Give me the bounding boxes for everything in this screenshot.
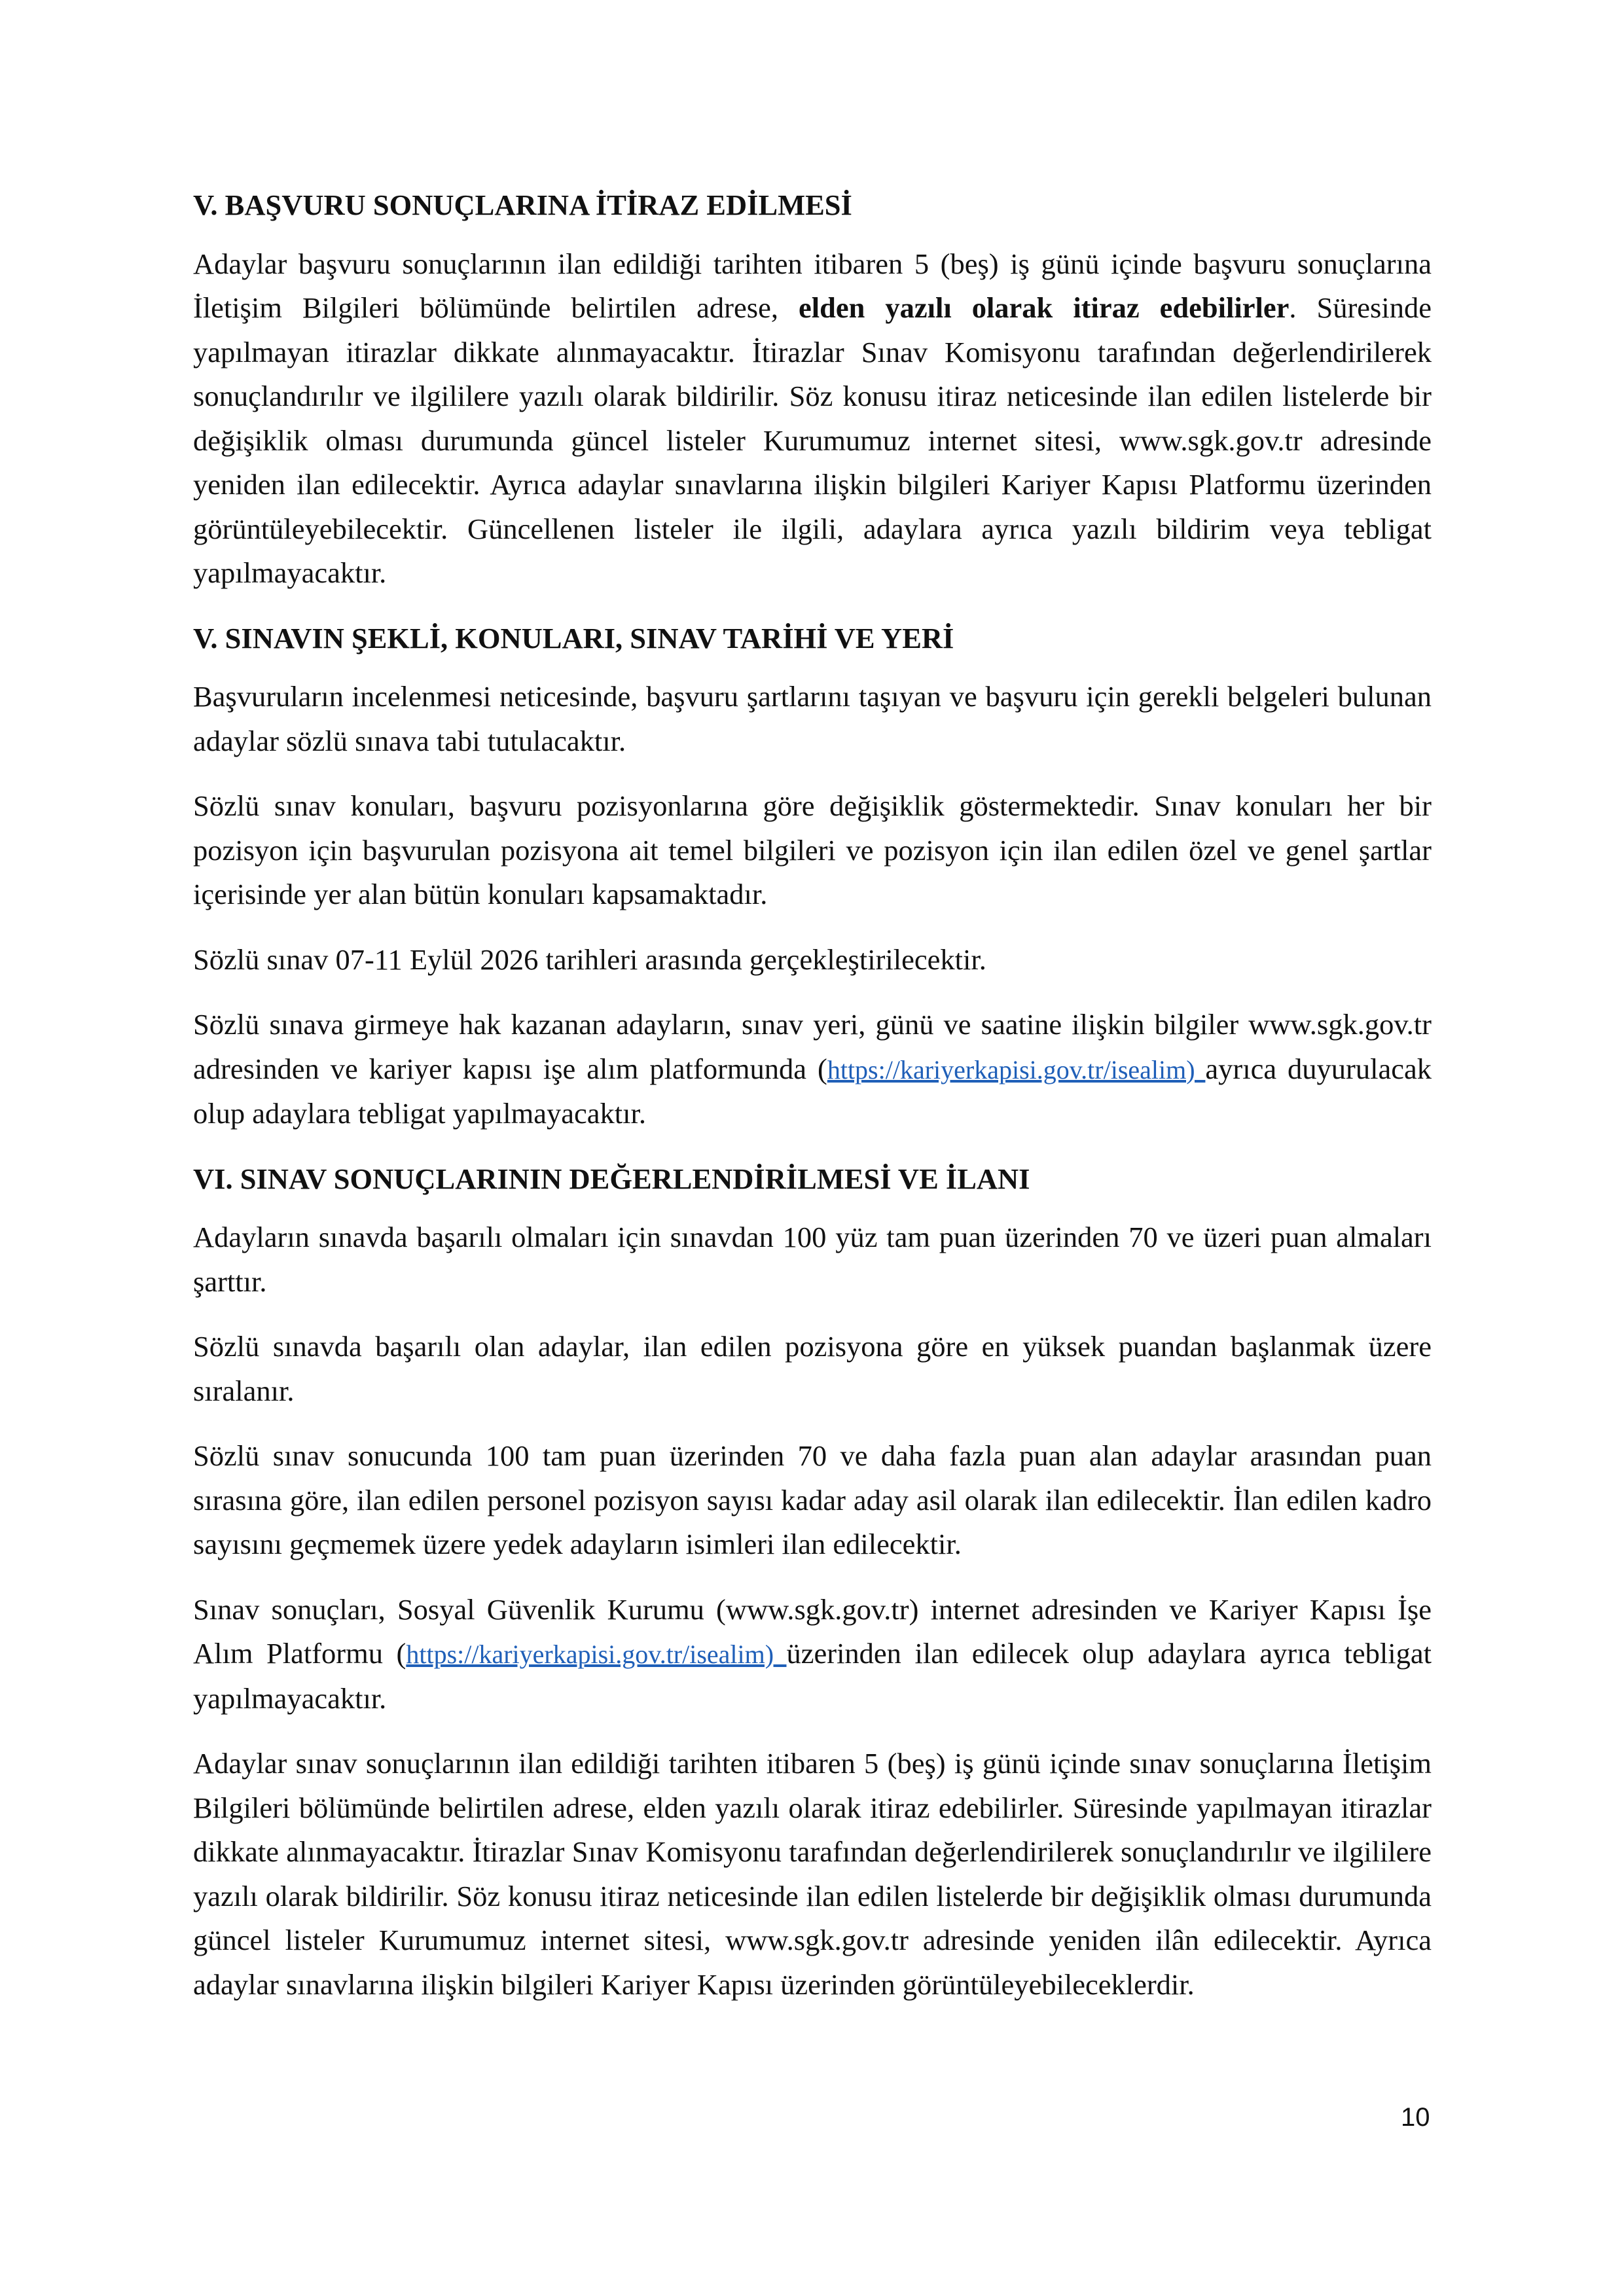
paragraph-sonuc-itiraz: Adaylar sınav sonuçlarının ilan edildiği tarihten itibaren 5 (beş) iş günü içinde sınav sonuçlarına İletişim Bilgileri bölümünde belirtilen adrese, elden yazılı olarak itiraz edebilirler. Süresinde yapılmayan itirazlar dikkate alınmayacaktır. İtirazlar Sınav Komisyonu tarafından değerlendirilerek sonuçlandırılır ve ilgililere yazılı olarak bildirilir. Söz konusu itiraz neticesinde ilan edilen listelerde bir değişiklik olması durumunda güncel listeler Kurumumuz internet sitesi, www.sgk.gov.tr adresinde yeniden ilân edilecektir. Ayrıca adaylar sınavlarına ilişkin bilgileri Kariyer Kapısı üzerinden görüntüleyebileceklerdir. [193,1747,1432,2001]
paragraph-text: üzerinden ilan edilecek olup adaylara ayrıca tebligat yapılmayacaktır. [193,1637,1432,1715]
paragraph-itiraz [193,242,1432,596]
kariyer-kapisi-link[interactable]: https://kariyerkapisi.gov.tr/isealim) [406,1640,787,1669]
paragraph-text: ayrıca duyurulacak olup adaylara tebligat yapılmayacaktır. [193,1052,1432,1130]
paragraph-sinav-konulari: Sözlü sınav konuları, başvuru pozisyonlarına göre değişiklik göstermektedir. Sınav konuları her bir pozisyon için başvurulan pozisyona ait temel bilgileri ve pozisyon için ilan edilen özel ve genel şartlar içerisinde yer alan bütün konuları kapsamaktadır. [193,789,1432,910]
kariyer-kapisi-link[interactable]: https://kariyerkapisi.gov.tr/isealim) [827,1054,1206,1085]
paragraph-basari-puani: Adayların sınavda başarılı olmaları için sınavdan 100 yüz tam puan üzerinden 70 ve üzeri puan almaları şarttır. [193,1221,1432,1298]
paragraph-asil-yedek: Sözlü sınav sonucunda 100 tam puan üzerinden 70 ve daha fazla puan alan adaylar arasından puan sırasına göre, ilan edilen personel pozisyon sayısı kadar aday asil olarak ilan edilecektir. İlan edilen kadro sayısını geçmemek üzere yedek adayların isimleri ilan edilecektir. [193,1439,1432,1560]
paragraph-sinav-yeri [193,1003,1432,1136]
document-page [193,183,1432,2028]
section-heading-degerlendirme: VI. SINAV SONUÇLARININ DEĞERLENDİRİLMESİ VE İLANI [193,1162,1030,1195]
paragraph-text: Sınav sonuçları, Sosyal Güvenlik Kurumu (www.sgk.gov.tr) internet adresinden ve Kariyer Kapısı İşe Alım Platformu ( [193,1592,1432,1670]
paragraph-sonuc-ilani [193,1588,1432,1721]
page-number: 10 [1401,2103,1430,2132]
section-heading-itiraz: V. BAŞVURU SONUÇLARINA İTİRAZ EDİLMESİ [193,188,852,221]
paragraph-sinav-tarihi: Sözlü sınav 07-11 Eylül 2026 tarihleri arasında gerçekleştirilecektir. [193,942,986,976]
paragraph-text: . Süresinde yapılmayan itirazlar dikkate alınmayacaktır. İtirazlar Sınav Komisyonu tarafından değerlendirilerek sonuçlandırılır ve ilgililere yazılı olarak bildirilir. Söz konusu itiraz neticesinde ilan edilen listelerde bir değişiklik olması durumunda güncel listeler Kurumumuz internet sitesi, www.sgk.gov.tr adresinde yeniden ilan edilecektir. Ayrıca adaylar sınavlarına ilişkin bilgileri Kariyer Kapısı Platformu üzerinden görüntüleyebilecektir. Güncellenen listeler ile ilgili, adaylara ayrıca yazılı bildirim veya tebligat yapılmayacaktır. [193,291,1432,589]
paragraph-siralama: Sözlü sınavda başarılı olan adaylar, ilan edilen pozisyona göre en yüksek puandan başlanmak üzere sıralanır. [193,1330,1432,1407]
bold-phrase: elden yazılı olarak itiraz edebilirler [798,291,1290,324]
paragraph-basvuru-inceleme: Başvuruların incelenmesi neticesinde, başvuru şartlarını taşıyan ve başvuru için gerekli belgeleri bulunan adaylar sözlü sınava tabi tutulacaktır. [193,680,1432,757]
paragraph-text: Adaylar başvuru sonuçlarının ilan edildiği tarihten itibaren 5 (beş) iş günü içinde başvuru sonuçlarına İletişim Bilgileri bölümünde belirtilen adrese, [193,247,1432,324]
section-heading-sinav-sekli: V. SINAVIN ŞEKLİ, KONULARI, SINAV TARİHİ VE YERİ [193,621,954,655]
paragraph-text: Sözlü sınava girmeye hak kazanan adayların, sınav yeri, günü ve saatine ilişkin bilgiler www.sgk.gov.tr adresinden ve kariyer kapısı işe alım platformunda ( [193,1008,1432,1085]
